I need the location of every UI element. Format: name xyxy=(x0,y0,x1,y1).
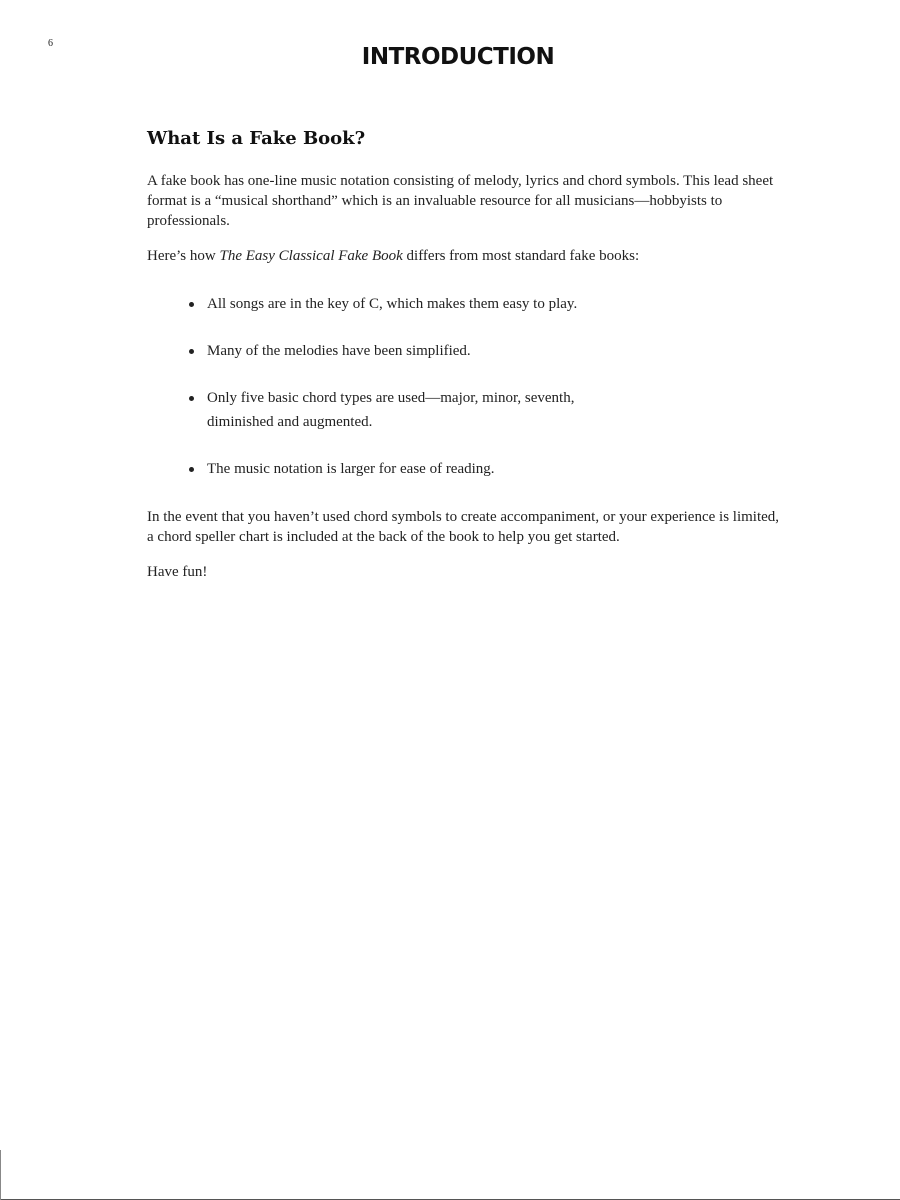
list-item-text: Many of the melodies have been simplified. xyxy=(207,343,471,359)
list-item xyxy=(189,339,787,363)
list-item-text: The music notation is larger for ease of reading. xyxy=(207,461,495,477)
signoff: Have fun! xyxy=(147,564,208,580)
main-content xyxy=(147,128,787,597)
bullet-icon xyxy=(189,349,194,354)
page-number: 6 xyxy=(48,38,53,49)
differs-paragraph xyxy=(147,246,787,266)
list-item xyxy=(189,386,637,434)
page-title: INTRODUCTION xyxy=(361,44,555,70)
list-item xyxy=(189,457,787,481)
list-item-text: Only five basic chord types are used—major, minor, seventh, diminished and augmented. xyxy=(207,390,575,430)
list-item-text: All songs are in the key of C, which makes them easy to play. xyxy=(207,296,578,312)
bullet-icon xyxy=(189,396,194,401)
bullet-icon xyxy=(189,467,194,472)
list-item xyxy=(189,292,787,316)
differs-text-before: Here’s how xyxy=(147,248,220,264)
feature-list xyxy=(147,292,787,481)
section-heading: What Is a Fake Book? xyxy=(147,128,366,149)
page-frame-left xyxy=(0,1150,1,1200)
bullet-icon xyxy=(189,302,194,307)
closing-paragraph: In the event that you haven’t used chord symbols to create accompaniment, or your experience is limited, a chord speller chart is included at the back of the book to help you get started. xyxy=(147,509,780,545)
differs-text-after: differs from most standard fake books: xyxy=(402,248,640,264)
book-title: The Easy Classical Fake Book xyxy=(219,248,403,264)
intro-paragraph: A fake book has one-line music notation consisting of melody, lyrics and chord symbols. This lead sheet format is a “musical shorthand” which is an invaluable resource for all musicians—hobbyists to professionals. xyxy=(147,173,774,229)
